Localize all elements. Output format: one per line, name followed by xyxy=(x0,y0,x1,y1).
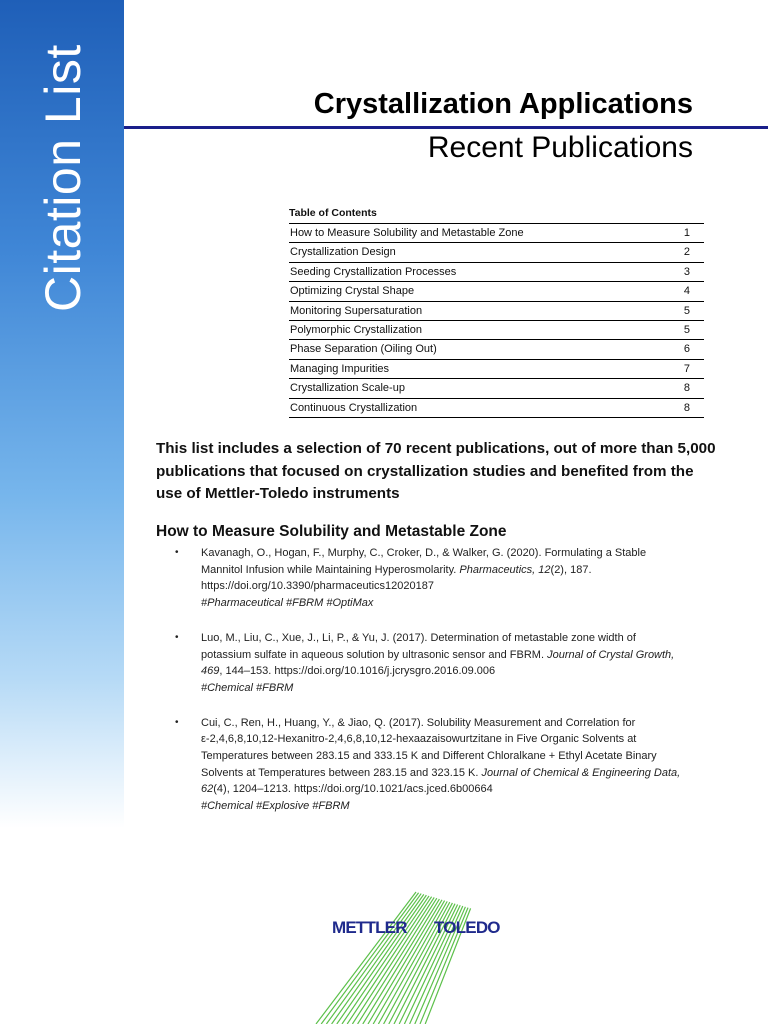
logo-stripe xyxy=(342,896,429,1024)
header-rule xyxy=(124,126,768,129)
toc-row[interactable] xyxy=(289,379,704,398)
citation-journal: Journal of Chemical & Engineering Data, 62 xyxy=(201,766,681,796)
toc-row[interactable] xyxy=(289,282,704,301)
toc-heading: Table of Contents xyxy=(289,206,704,224)
toc-row[interactable] xyxy=(289,263,704,282)
toc-page: 1 xyxy=(683,227,690,239)
toc-label: Continuous Crystallization xyxy=(290,401,418,414)
citation-text: Kavanagh, O., Hogan, F., Murphy, C., Croker, D., & Walker, G. (2020). Formulating a Stable Mannitol Infusion while Maintaining Hyperosmolarity. xyxy=(201,547,647,576)
toc-row[interactable] xyxy=(289,321,704,340)
logo-stripe xyxy=(316,892,416,1024)
logo-text-right: TOLEDO xyxy=(434,918,500,937)
toc-page: 2 xyxy=(683,246,690,259)
toc-row[interactable] xyxy=(289,360,704,379)
bullet-icon: • xyxy=(175,631,179,643)
bullet-icon: • xyxy=(175,547,179,558)
toc-page: 8 xyxy=(683,382,690,395)
citation-rest[interactable]: (2), 187. https://doi.org/10.3390/pharmaceutics12020187 xyxy=(201,563,592,593)
toc-row[interactable] xyxy=(289,302,704,321)
toc-page: 4 xyxy=(683,285,690,298)
toc-page: 3 xyxy=(683,265,690,278)
citation-text: Cui, C., Ren, H., Huang, Y., & Jiao, Q. (2017). Solubility Measurement and Correlation for ε-2,4,6,8,10,12-Hexanitro-2,4,6,8,10,12-hexaazaisowurtzitane in Five Organic Solvents at Temperatures between 283.15 and 333.15 K and Different Chloralkane + Ethyl Acetate Binary Solvents at Temperatures between 283.15 and 323.15 K. xyxy=(201,716,657,779)
toc-label: Phase Separation (Oiling Out) xyxy=(290,343,437,356)
list-item xyxy=(173,715,683,815)
logo-stripe xyxy=(332,894,424,1024)
list-item xyxy=(173,545,683,612)
toc-label: Monitoring Supersaturation xyxy=(290,304,423,317)
toc-label: Crystallization Design xyxy=(290,246,396,259)
toc-page: 7 xyxy=(683,362,690,375)
toc-page: 8 xyxy=(683,401,690,414)
citation-journal: Pharmaceutics, 12 xyxy=(459,563,551,576)
citation-tags: #Chemical #Explosive #FBRM xyxy=(201,800,350,813)
toc-label: Managing Impurities xyxy=(290,362,390,375)
toc-row[interactable] xyxy=(289,243,704,262)
toc-row[interactable] xyxy=(289,224,704,243)
toc-label: Optimizing Crystal Shape xyxy=(290,285,415,298)
citation-text: Luo, M., Liu, C., Xue, J., Li, P., & Yu, J. (2017). Determination of metastable zone width of potassium sulfate in aqueous solution by ultrasonic sensor and FBRM. xyxy=(201,631,636,661)
sidebar-title: Citation List xyxy=(35,44,91,312)
toc-page: 5 xyxy=(683,323,690,336)
page-title: Crystallization Applications xyxy=(313,88,693,120)
toc-label: How to Measure Solubility and Metastable Zone xyxy=(290,227,524,239)
logo-stripes xyxy=(306,890,506,1024)
toc-label: Polymorphic Crystallization xyxy=(290,323,423,336)
logo-text-left: METTLER xyxy=(332,918,407,937)
publication-list xyxy=(173,545,683,815)
page-subtitle: Recent Publications xyxy=(427,131,693,164)
toc-label: Seeding Crystallization Processes xyxy=(290,265,457,278)
toc-row[interactable] xyxy=(289,340,704,359)
list-item xyxy=(173,630,683,697)
toc-page: 5 xyxy=(683,304,690,317)
section-heading: How to Measure Solubility and Metastable Zone xyxy=(156,523,507,540)
intro-paragraph: This list includes a selection of 70 recent publications, out of more than 5,000 publications that focused on crystallization studies and benefited from the use of Mettler-Toledo instruments xyxy=(156,440,716,502)
bullet-icon: • xyxy=(175,716,179,728)
citation-rest[interactable]: (4), 1204–1213. https://doi.org/10.1021/acs.jced.6b00664 xyxy=(213,783,493,796)
toc-page: 6 xyxy=(683,343,690,356)
citation-tags: #Pharmaceutical #FBRM #OptiMax xyxy=(201,597,374,610)
table-of-contents xyxy=(289,206,704,418)
citation-tags: #Chemical #FBRM xyxy=(201,681,294,694)
citation-rest[interactable]: , 144–153. https://doi.org/10.1016/j.jcrysgro.2016.09.006 xyxy=(219,665,496,678)
citation-journal: Journal of Crystal Growth, 469 xyxy=(201,648,675,678)
toc-label: Crystallization Scale-up xyxy=(290,382,405,395)
toc-row[interactable] xyxy=(289,399,704,418)
